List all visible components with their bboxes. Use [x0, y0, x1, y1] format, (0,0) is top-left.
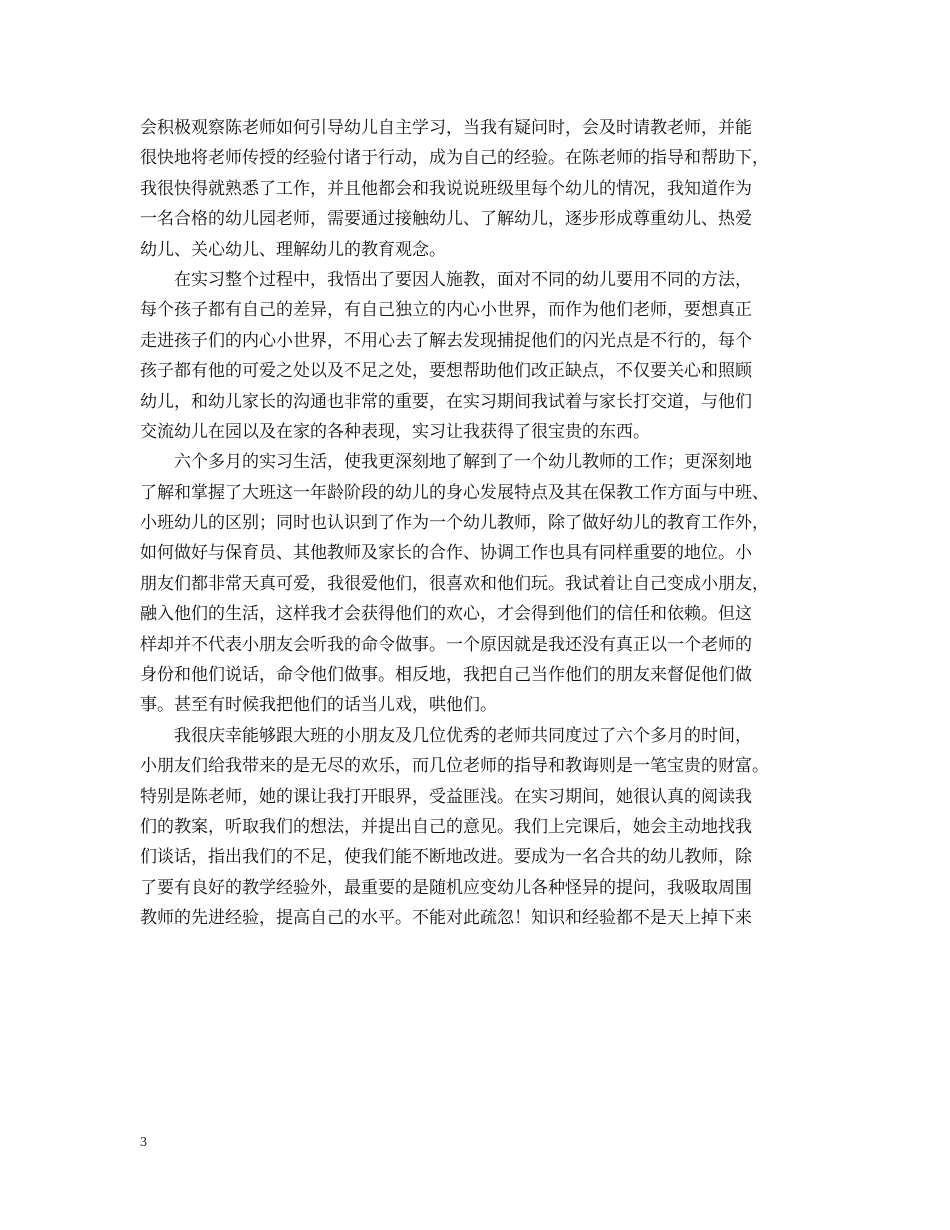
text-line: 幼儿、关心幼儿、理解幼儿的教育观念。: [140, 239, 446, 260]
text-line: 会积极观察陈老师如何引导幼儿自主学习，当我有疑问时，会及时请教老师，并能: [140, 118, 752, 138]
text-line: 特别是陈老师，她的课让我打开眼界，受益匪浅。在实习期间，她很认真的阅读我: [140, 786, 752, 807]
text-line: 幼儿，和幼儿家长的沟通也非常的重要，在实习期间我试着与家长打交道，与他们: [140, 391, 752, 412]
text-line: 事。甚至有时候我把他们的话当儿戏，哄他们。: [140, 695, 497, 716]
text-line: 交流幼儿在园以及在家的各种表现，实习让我获得了很宝贵的东西。: [140, 421, 650, 442]
text-line: 样却并不代表小朋友会听我的命令做事。一个原因就是我还没有真正以一个老师的: [140, 634, 752, 655]
text-line: 走进孩子们的内心小世界，不用心去了解去发现捕捉他们的闪光点是不行的，每个: [140, 330, 752, 351]
text-line: 每个孩子都有自己的差异，有自己独立的内心小世界，而作为他们老师，要想真正: [140, 300, 752, 321]
text-line: 们的教案，听取我们的想法，并提出自己的意见。我们上完课后，她会主动地找我: [140, 816, 752, 837]
text-line: 小朋友们给我带来的是无尽的欢乐，而几位老师的指导和教诲则是一笔宝贵的财富。: [140, 756, 769, 777]
text-line: 孩子都有他的可爱之处以及不足之处，要想帮助他们改正缺点，不仅要关心和照顾: [140, 361, 752, 382]
text-line: 了要有良好的教学经验外，最重要的是随机应变幼儿各种怪异的提问，我吸取周围: [140, 877, 752, 898]
text-line: 朋友们都非常天真可爱，我很爱他们，很喜欢和他们玩。我试着让自己变成小朋友，: [140, 573, 769, 594]
text-line: 融入他们的生活，这样我才会获得他们的欢心，才会得到他们的信任和依赖。但这: [140, 604, 752, 625]
text-line: 身份和他们说话，命令他们做事。相反地，我把自己当作他们的朋友来督促他们做: [140, 665, 752, 686]
page-number: 3: [140, 1135, 147, 1150]
text-line: 我很庆幸能够跟大班的小朋友及几位优秀的老师共同度过了六个多月的时间，: [140, 725, 752, 746]
body-text: [140, 113, 820, 934]
text-line: 我很快得就熟悉了工作，并且他都会和我说说班级里每个幼儿的情况，我知道作为: [140, 178, 752, 199]
text-line: 六个多月的实习生活，使我更深刻地了解到了一个幼儿教师的工作；更深刻地: [140, 452, 752, 473]
text-line: 一名合格的幼儿园老师，需要通过接触幼儿、了解幼儿，逐步形成尊重幼儿、热爱: [140, 209, 752, 230]
text-line: 在实习整个过程中，我悟出了要因人施教，面对不同的幼儿要用不同的方法，: [140, 269, 752, 290]
text-line: 们谈话，指出我们的不足，使我们能不断地改进。要成为一名合共的幼儿教师，除: [140, 847, 752, 868]
text-line: 很快地将老师传授的经验付诸于行动，成为自己的经验。在陈老师的指导和帮助下，: [140, 148, 769, 169]
text-line: 小班幼儿的区别；同时也认识到了作为一个幼儿教师，除了做好幼儿的教育工作外，: [140, 513, 769, 534]
text-line: 教师的先进经验，提高自己的水平。不能对此疏忽！知识和经验都不是天上掉下来: [140, 908, 752, 929]
text-line: 了解和掌握了大班这一年龄阶段的幼儿的身心发展特点及其在保教工作方面与中班、: [140, 482, 769, 503]
text-line: 如何做好与保育员、其他教师及家长的合作、协调工作也具有同样重要的地位。小: [140, 543, 752, 564]
